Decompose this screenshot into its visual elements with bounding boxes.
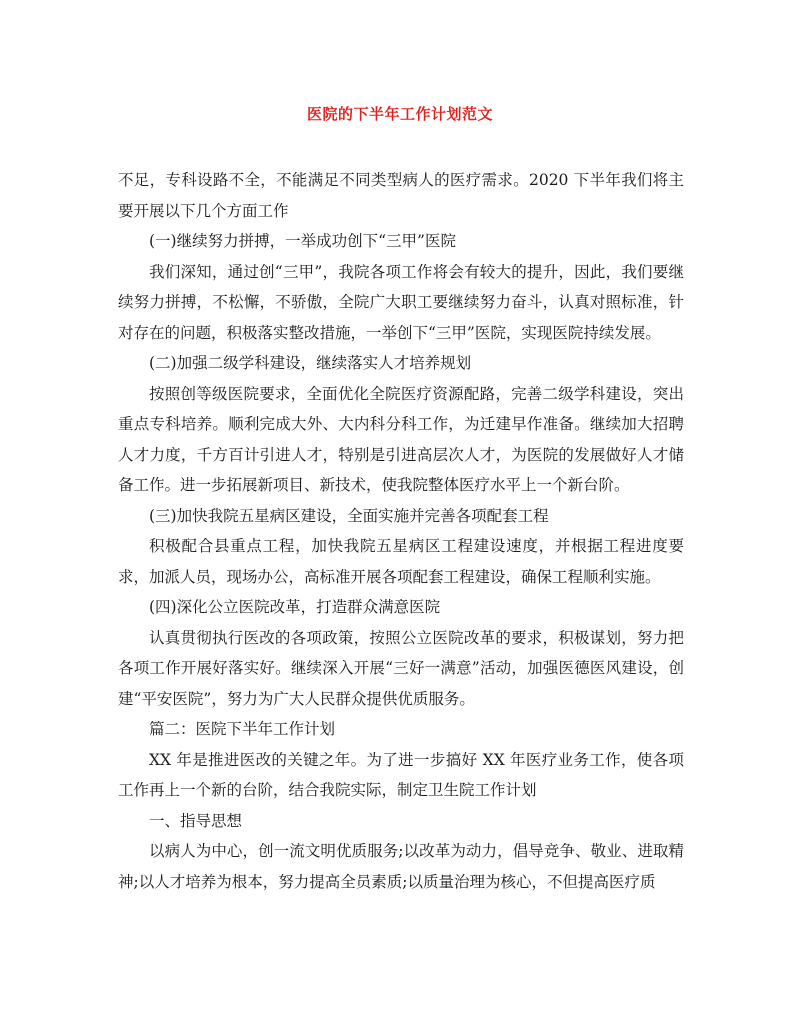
chapter-heading: 篇二：医院下半年工作计划 bbox=[149, 720, 336, 738]
paragraph-4: 积极配合县重点工程，加快我院五星病区工程建设速度，并根据工程进度要求，加派人员，现场办公，高标准开展各项配套工程建设，确保工程顺利实施。 bbox=[118, 537, 684, 586]
paragraph-3: 按照创等级医院要求，全面优化全院医疗资源配路，完善二级学科建设，突出重点专科培养。顺利完成大外、大内科分科工作，为迁建早作准备。继续加大招聘人才力度，千方百计引进人才，特别是引进高层次人才，为医院的发展做好人才储备工作。进一步拓展新项目、新技术，使我院整体医疗水平上一个新台阶。 bbox=[118, 384, 684, 494]
section-heading-2: (二)加强二级学科建设，继续落实人才培养规划 bbox=[149, 354, 472, 372]
document-body bbox=[118, 165, 684, 897]
section-heading-1: (一)继续努力拼搏，一举成功创下“三甲”医院 bbox=[149, 232, 456, 250]
document-title: 医院的下半年工作计划范文 bbox=[306, 105, 493, 123]
paragraph-1: 不足，专科设路不全，不能满足不同类型病人的医疗需求。2020 下半年我们将主要开展以下几个方面工作 bbox=[118, 171, 684, 220]
paragraph-6: XX 年是推进医改的关键之年。为了进一步搞好 XX 年医疗业务工作，使各项工作再上一个新的台阶，结合我院实际，制定卫生院工作计划 bbox=[118, 750, 684, 799]
paragraph-2: 我们深知，通过创“三甲”，我院各项工作将会有较大的提升，因此，我们要继续努力拼搏，不松懈，不骄傲，全院广大职工要继续努力奋斗，认真对照标准，针对存在的问题，积极落实整改措施，一举创下“三甲”医院，实现医院持续发展。 bbox=[118, 262, 684, 342]
section-heading-4: (四)深化公立医院改革，打造群众满意医院 bbox=[149, 598, 441, 616]
paragraph-7: 以病人为中心，创一流文明优质服务;以改革为动力，倡导竞争、敬业、进取精神;以人才培养为根本，努力提高全员素质;以质量治理为核心，不但提高医疗质 bbox=[118, 842, 684, 891]
section-heading-5: 一、指导思想 bbox=[149, 811, 243, 830]
section-heading-3: (三)加快我院五星病区建设，全面实施并完善各项配套工程 bbox=[149, 506, 549, 525]
paragraph-5: 认真贯彻执行医改的各项政策，按照公立医院改革的要求，积极谋划，努力把各项工作开展好落实好。继续深入开展“三好一满意”活动，加强医德医风建设，创建“平安医院”，努力为广大人民群众提供优质服务。 bbox=[118, 628, 684, 708]
